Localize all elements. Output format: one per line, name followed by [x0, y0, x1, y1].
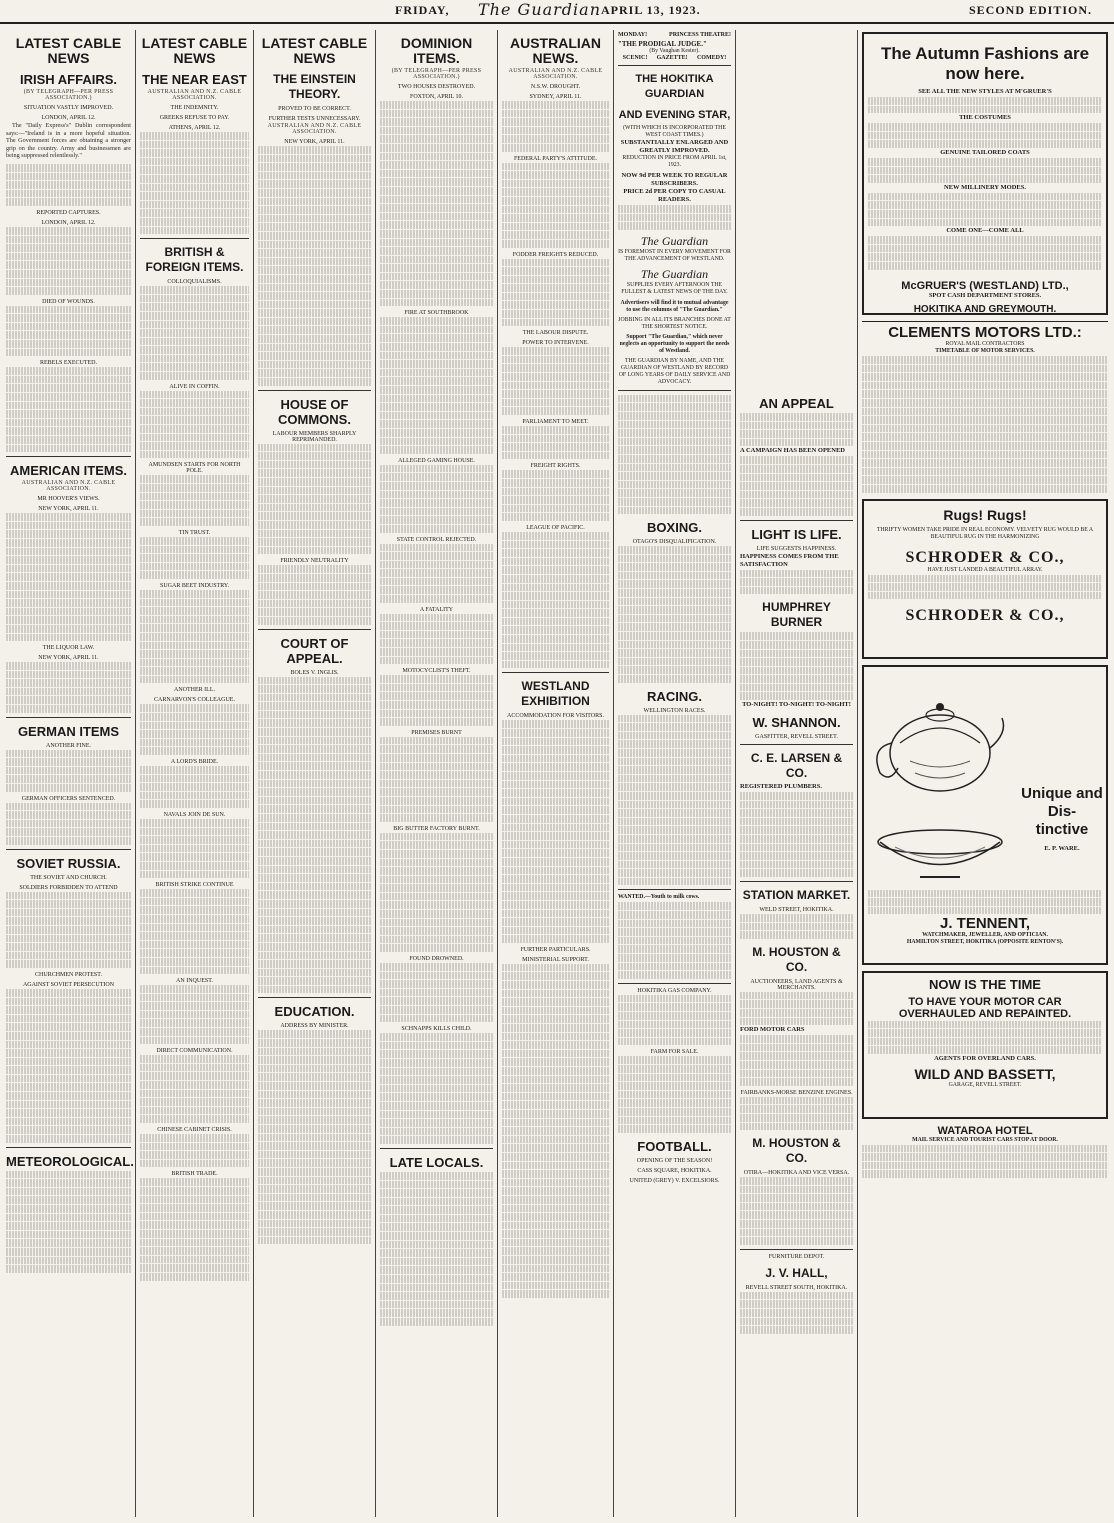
clements-sub: ROYAL MAIL CONTRACTORS — [945, 341, 1025, 347]
station-market: STATION MARKET. — [742, 888, 851, 902]
subheading: PREMISES BURNT — [411, 729, 462, 736]
dateline: NEW YORK, APRIL 11. — [38, 506, 99, 513]
subheading: WELLINGTON RACES. — [643, 707, 706, 714]
subheading: GERMAN OFFICERS SENTENCED. — [21, 795, 116, 802]
subheading: SOLDIERS FORBIDDEN TO ATTEND — [19, 884, 118, 891]
unique-block — [1014, 785, 1110, 853]
column-1 — [2, 30, 136, 1517]
subheading: SCHNAPPS KILLS CHILD. — [401, 1026, 472, 1033]
programme-row — [618, 55, 731, 61]
rugs-text: THRIFTY WOMEN TAKE PRIDE IN REAL ECONOMY. VELVETY RUG WOULD BE A BEAUTIFUL RUG IN THE HARMONIZING — [876, 526, 1094, 540]
near-east-heading: THE NEAR EAST — [142, 72, 247, 87]
subheading: REVELL STREET SOUTH, HOKITIKA. — [745, 1284, 848, 1291]
house-of-commons-heading: HOUSE OF COMMONS. — [278, 396, 351, 427]
wild-bassett-name: WILD AND BASSETT, — [914, 1065, 1056, 1082]
furniture-depot: FURNITURE DEPOT. — [768, 1253, 825, 1260]
subheading: NAVALS JOIN DE SUN. — [163, 812, 226, 818]
wild-bassett-ad — [862, 971, 1108, 1119]
autumn-title: now here. — [945, 64, 1025, 83]
agency-line: AUSTRALIAN AND N.Z. CABLE ASSOCIATION. — [147, 89, 242, 101]
subheading: PARLIAMENT TO MEET. — [522, 419, 589, 425]
come-one: COME ONE—COME ALL — [946, 227, 1024, 235]
column-6 — [614, 30, 736, 1517]
education-heading: EDUCATION. — [274, 1004, 355, 1020]
autumn-title: The Autumn Fashions are — [880, 44, 1090, 63]
einstein-heading: THE EINSTEIN THEORY. — [273, 72, 356, 101]
subheading: MINISTERIAL SUPPORT. — [522, 956, 589, 963]
subheading: AMUNDSEN STARTS FOR NORTH POLE. — [148, 462, 241, 475]
subheading: ANOTHER ILL. — [174, 687, 215, 694]
subheading: MOTOCYCLIST'S THEFT. — [402, 668, 471, 675]
subheading: FURTHER PARTICULARS. — [520, 946, 591, 953]
subheading: TIN TRUST. — [178, 529, 211, 536]
column-3 — [254, 30, 376, 1517]
hokitika-guardian-title: THE HOKITIKA GUARDIAN — [635, 73, 714, 100]
subheading: N.S.W. DROUGHT. — [530, 84, 581, 90]
british-foreign-heading: BRITISH & FOREIGN ITEMS. — [145, 245, 244, 275]
dateline: NEW YORK, APRIL 11. — [284, 139, 345, 145]
ford-cars: FORD MOTOR CARS — [740, 1026, 805, 1034]
dateline: SYDNEY, APRIL 11. — [529, 94, 582, 100]
subheading: ALIVE IN COFFIN. — [169, 383, 220, 390]
football-heading: FOOTBALL. — [637, 1138, 712, 1154]
subheading: FURTHER TESTS UNNECESSARY. — [268, 116, 361, 122]
subheading: BRITISH STRIKE CONTINUE — [155, 882, 234, 889]
subheading: POWER TO INTERVENE. — [522, 340, 589, 347]
subheading: A FATALITY — [419, 606, 454, 613]
advertisers-note: Advertisers will find it to mutual advantage to use the columns of "The Guardian." — [620, 299, 729, 313]
subheading: SITUATION VASTLY IMPROVED. — [23, 105, 114, 111]
theatre-row — [618, 32, 731, 38]
support-note: Support "The Guardian," which never neglects an opportunity to support the needs of Westland. — [619, 333, 730, 354]
overland-agents: AGENTS FOR OVERLAND CARS. — [934, 1054, 1036, 1062]
clements-name: CLEMENTS MOTORS LTD.: — [888, 324, 1082, 341]
dish-icon — [870, 817, 1010, 887]
masthead-edition: SECOND EDITION. — [968, 3, 1092, 17]
subheading: LIFE SUGGESTS HAPPINESS. — [756, 545, 837, 552]
now-is-the-time: NOW IS THE TIME — [929, 976, 1041, 992]
subheading: REBELS EXECUTED. — [40, 360, 97, 367]
dateline: ATHENS, APRIL 12. — [168, 125, 221, 131]
article-text: The "Daily Express's" Dublin correspondent says:—"Ireland is in a more hopeful situation. The Government forces are obtaining a stronger grip on the country. Army and businessmen are being suppressed relentlessly." — [6, 122, 131, 160]
unique-title: tinctive — [1035, 820, 1089, 838]
campaign-text: A CAMPAIGN HAS BEEN OPENED — [740, 447, 845, 455]
jobbing-note: JOBBING IN ALL ITS BRANCHES DONE AT THE SHORTEST NOTICE. — [618, 316, 731, 330]
registered-plumbers: REGISTERED PLUMBERS. — [740, 783, 822, 791]
subheading: A LORD'S BRIDE. — [170, 759, 219, 766]
racing-heading: RACING. — [647, 688, 702, 704]
price-reduction: REDUCTION IN PRICE FROM APRIL 1st, 1923. — [622, 155, 727, 168]
dateline: NEW YORK, APRIL 11. — [38, 655, 99, 662]
comedy: COMEDY! — [696, 55, 727, 61]
subheading: GASFITTER, REVELL STREET. — [755, 734, 838, 741]
col3-header: LATEST CABLE NEWS — [261, 35, 368, 66]
guardian-logo: The Guardian — [640, 266, 709, 281]
masthead-date: APRIL 13, 1923. — [601, 3, 701, 17]
princess-theatre: PRINCESS THEATRE! — [669, 32, 731, 38]
film-title: "THE PRODIGAL JUDGE." — [618, 40, 707, 48]
incorporated-note: (WITH WHICH IS INCORPORATED THE WEST COAST TIMES.) — [623, 125, 726, 138]
boxing-heading: BOXING. — [647, 520, 702, 536]
subscription-price: NOW 9d PER WEEK TO REGULAR SUBSCRIBERS. — [621, 172, 728, 187]
subheading: THE LABOUR DISPUTE. — [522, 330, 589, 337]
evening-star-title: AND EVENING STAR, — [618, 109, 731, 121]
houston-name: M. HOUSTON & CO. — [752, 1136, 841, 1166]
dominion-items-heading: DOMINION ITEMS. — [400, 35, 473, 66]
wild-bassett-address: GARAGE, REVELL STREET. — [948, 1081, 1022, 1088]
towns: HOKITIKA AND GREYMOUTH. — [913, 303, 1057, 315]
agency-line: AUSTRALIAN AND N.Z. CABLE ASSOCIATION. — [21, 480, 116, 493]
subheading: LABOUR MEMBERS SHARPLY REPRIMANDED. — [272, 430, 357, 443]
subheading: ANOTHER FINE. — [46, 742, 91, 749]
light-is-life-heading: LIGHT IS LIFE. — [751, 526, 842, 542]
gas-company-ad: HOKITIKA GAS COMPANY. — [637, 987, 712, 994]
subheading: CARNARVON'S COLLEAGUE. — [154, 697, 235, 704]
agency-line: (BY TELEGRAPH—PER PRESS ASSOCIATION.) — [391, 68, 482, 80]
subheading: TWO HOUSES DESTROYED. — [397, 84, 476, 90]
monday-left: MONDAY! — [618, 32, 648, 38]
subheading: AN INQUEST. — [176, 978, 213, 985]
subheading: STATE CONTROL REJECTED. — [396, 536, 477, 543]
subheading: THE INDEMNITY. — [170, 105, 219, 111]
subheading: MR HOOVER'S VIEWS. — [37, 496, 100, 503]
subheading: AUCTIONEERS, LAND AGENTS & MERCHANTS. — [750, 978, 843, 991]
col1-header: LATEST CABLE NEWS — [15, 35, 122, 66]
wanted-ad: WANTED.—Youth to milk cows. — [618, 894, 700, 901]
column-2 — [136, 30, 254, 1517]
ware-name: E. P. WARE. — [1044, 844, 1080, 852]
spot-cash: SPOT CASH DEPARTMENT STORES. — [928, 291, 1042, 299]
wataroa-sub: MAIL SERVICE AND TOURIST CARS STOP AT DOOR. — [912, 1136, 1058, 1143]
masthead-title: The Guardian — [478, 0, 602, 19]
irish-affairs-heading: IRISH AFFAIRS. — [19, 72, 118, 87]
casual-price: PRICE 2d PER COPY TO CASUAL READERS. — [623, 188, 726, 203]
schroder-text: HAVE JUST LANDED A BEAUTIFUL ARRAY. — [927, 566, 1043, 573]
schroder-name: SCHRODER & CO., — [905, 607, 1065, 625]
subheading: DIRECT COMMUNICATION. — [156, 1048, 233, 1055]
subheading: FODDER FREIGHTS REDUCED. — [512, 251, 599, 258]
overhaul-title: TO HAVE YOUR MOTOR CAR — [908, 995, 1062, 1008]
subheading: COLLOQUIALISMS. — [167, 279, 222, 286]
dateline: LONDON, APRIL 12. — [41, 115, 96, 121]
subheading: FOUND DROWNED. — [409, 956, 464, 963]
guardian-logo: The Guardian — [640, 233, 709, 248]
subheading: CHURCHMEN PROTEST. — [35, 971, 102, 978]
column-7 — [736, 30, 858, 1517]
late-locals-heading: LATE LOCALS. — [389, 1154, 484, 1170]
subheading: GREEKS REFUSE TO PAY. — [159, 115, 230, 121]
tennent-address: HAMILTON STREET, HOKITIKA (OPPOSITE RENTON'S). — [906, 939, 1064, 946]
costumes: THE COSTUMES — [959, 114, 1011, 122]
col2-header: LATEST CABLE NEWS — [141, 35, 248, 66]
subheading: SUGAR BEET INDUSTRY. — [160, 582, 229, 589]
guardian-claim: SUPPLIES EVERY AFTERNOON THE FULLEST & LATEST NEWS OF THE DAY. — [621, 281, 728, 295]
subheading: OPENING OF THE SEASON! — [636, 1157, 713, 1164]
agency-line: AUSTRALIAN AND N.Z. CABLE ASSOCIATION. — [508, 68, 603, 80]
teapot-icon — [870, 673, 1010, 813]
column-8 — [858, 30, 1112, 1517]
subheading: FRIENDLY NEUTRALITY — [280, 558, 349, 565]
soviet-russia-heading: SOVIET RUSSIA. — [16, 855, 121, 871]
larsen-name: C. E. LARSEN & CO. — [750, 751, 843, 781]
mcgruer-name: McGRUER'S (WESTLAND) LTD., — [901, 279, 1069, 292]
subheading: LEAGUE OF PACIFIC. — [526, 524, 585, 531]
masthead — [0, 0, 1114, 24]
unique-title: Unique and Dis- — [1021, 784, 1103, 820]
subheading: FEDERAL PARTY'S ATTITUDE. — [513, 155, 598, 162]
column-4 — [376, 30, 498, 1517]
byname-note: THE GUARDIAN BY NAME, AND THE GUARDIAN OF WESTLAND BY RECORD OF LONG YEARS OF DAILY SERVICE AND ADVOCACY. — [618, 357, 731, 385]
australian-news-heading: AUSTRALIAN NEWS. — [510, 35, 601, 66]
subheading: BOLES V. INGLIS. — [290, 669, 339, 676]
subheading: FIRE AT SOUTHBROOK — [404, 310, 469, 317]
german-items-heading: GERMAN ITEMS — [17, 723, 120, 739]
tailored-coats: GENUINE TAILORED COATS — [940, 148, 1030, 156]
meteorological-heading: METEOROLOGICAL. — [6, 1153, 134, 1169]
clements-ad — [862, 321, 1108, 493]
subheading: CHINESE CABINET CRISIS. — [157, 1127, 232, 1133]
subheading: OTAGO'S DISQUALIFICATION. — [632, 539, 717, 546]
tennent-name: J. TENNENT, — [939, 915, 1030, 933]
tennent-trade: WATCHMAKER, JEWELLER, AND OPTICIAN. — [922, 932, 1048, 939]
film-author: (By Vaughan Kester). — [649, 48, 700, 54]
subheading: WELD STREET, HOKITIKA. — [759, 907, 834, 913]
wataroa-hotel: WATAROA HOTEL — [937, 1124, 1033, 1137]
subheading: ALLEGED GAMING HOUSE. — [398, 457, 475, 464]
subheading: BIG BUTTER FACTORY BURNT. — [393, 825, 480, 832]
subheading: AGAINST SOVIET PERSECUTION — [22, 981, 115, 988]
overhaul-title: OVERHAULED AND REPAINTED. — [898, 1007, 1072, 1020]
hall-name: J. V. HALL, — [765, 1265, 828, 1280]
westland-exhibition-heading: WESTLAND EXHIBITION — [521, 679, 590, 709]
tennent-ad — [862, 665, 1108, 965]
otira-service: OTIRA—HOKITIKA AND VICE VERSA. — [743, 1170, 850, 1177]
gazette: GAZETTE! — [656, 55, 688, 61]
masthead-day: FRIDAY, — [395, 3, 450, 17]
court-of-appeal-heading: COURT OF APPEAL. — [280, 635, 349, 666]
subheading: THE SOVIET AND CHURCH. — [30, 874, 107, 881]
enlarged-note: SUBSTANTIALLY ENLARGED AND GREATLY IMPROVED. — [620, 139, 729, 154]
subheading: REPORTED CAPTURES. — [36, 209, 101, 216]
tonight-banner: TO-NIGHT! TO-NIGHT! TO-NIGHT! — [742, 701, 851, 709]
subheading: ADDRESS BY MINISTER. — [280, 1023, 349, 1030]
subheading: DIED OF WOUNDS. — [42, 298, 95, 305]
column-5 — [498, 30, 614, 1517]
football-match: UNITED (GREY) V. EXCELSIORS. — [629, 1177, 720, 1184]
american-items-heading: AMERICAN ITEMS. — [10, 463, 127, 479]
schroder-name: SCHRODER & CO., — [905, 548, 1065, 566]
rugs-title: Rugs! Rugs! — [943, 506, 1027, 523]
dateline: FOXTON, APRIL 10. — [409, 94, 463, 100]
humphrey-burner: HUMPHREY BURNER — [762, 600, 831, 630]
mcgruer-ad — [862, 32, 1108, 315]
subheading: THE LIQUOR LAW. — [42, 645, 95, 652]
agency-line: AUSTRALIAN AND N.Z. CABLE ASSOCIATION. — [267, 123, 362, 135]
football-venue: CASS SQUARE, HOKITIKA. — [637, 1167, 712, 1174]
timetable: TIMETABLE OF MOTOR SERVICES. — [935, 348, 1035, 354]
subheading: PROVED TO BE CORRECT. — [278, 106, 351, 112]
happiness-text: HAPPINESS COMES FROM THE SATISFACTION — [740, 552, 839, 568]
tennent-block — [868, 889, 1102, 947]
millinery: NEW MILLINERY MODES. — [944, 183, 1026, 191]
schroder-ad — [862, 499, 1108, 659]
appeal-heading: AN APPEAL — [759, 396, 834, 411]
farm-for-sale: FARM FOR SALE. — [650, 1049, 699, 1056]
scenic: SCENIC! — [622, 55, 648, 61]
film-row — [618, 40, 731, 48]
autumn-subtitle: SEE ALL THE NEW STYLES AT M'GRUER'S — [918, 88, 1052, 95]
guardian-claim: IS FOREMOST IN EVERY MOVEMENT FOR THE ADVANCEMENT OF WESTLAND. — [618, 248, 731, 262]
subheading: BRITISH TRADE. — [171, 1171, 218, 1178]
wataroa-ad — [862, 1125, 1108, 1178]
houston-name: M. HOUSTON & CO. — [752, 944, 841, 974]
subheading: FREIGHT RIGHTS. — [530, 463, 581, 470]
dateline: LONDON, APRIL 12. — [41, 219, 96, 226]
agency-line: (BY TELEGRAPH—PER PRESS ASSOCIATION.) — [23, 89, 114, 101]
subheading: ACCOMMODATION FOR VISITORS. — [507, 713, 604, 720]
shannon-name: W. SHANNON. — [752, 715, 841, 731]
fairbanks-engines: FAIRBANKS-MORSE BENZINE ENGINES. — [740, 1089, 853, 1096]
